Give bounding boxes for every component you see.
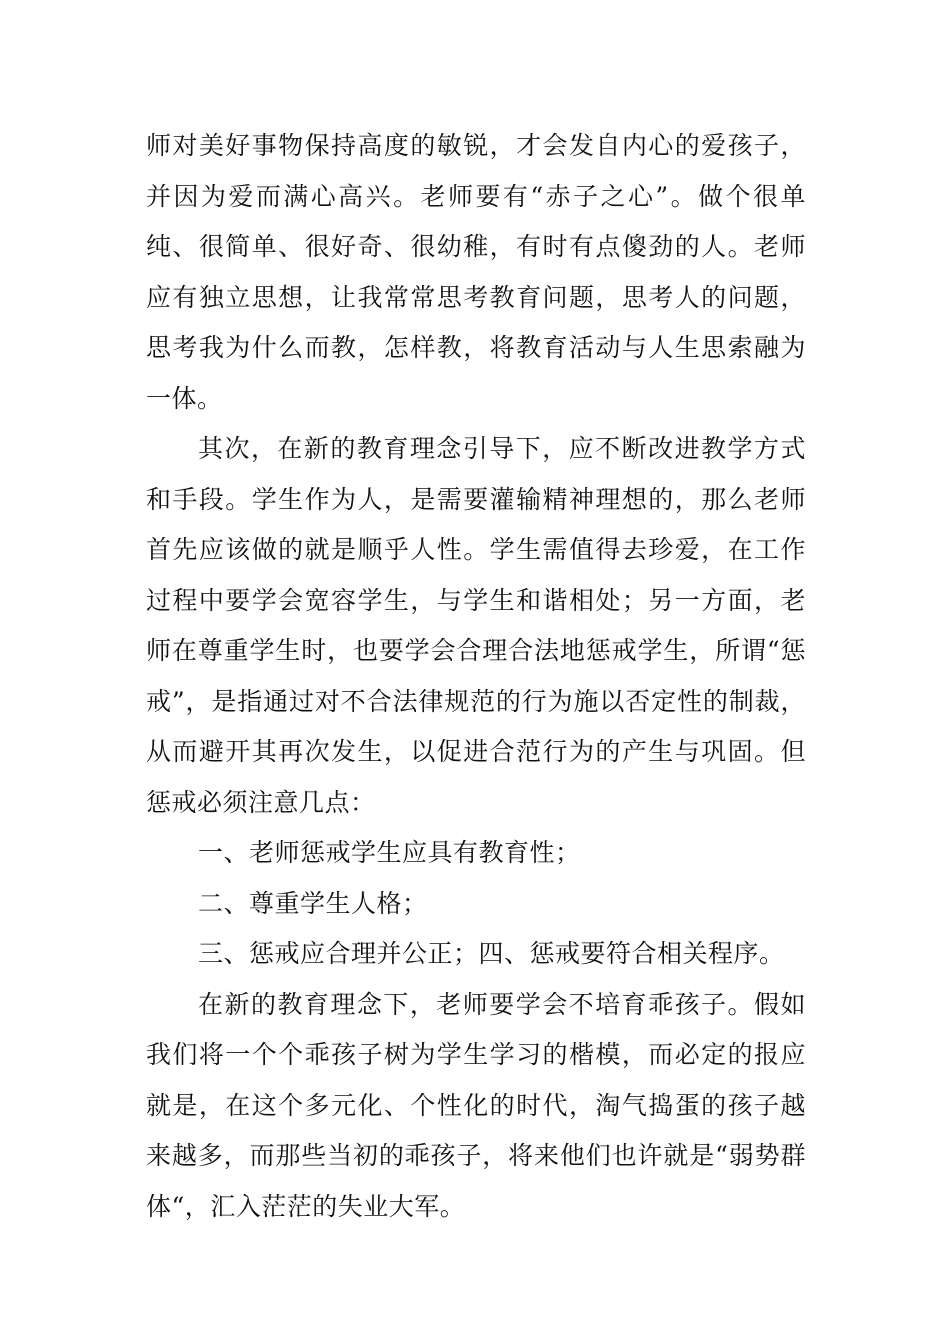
paragraph-second-point: 其次，在新的教育理念引导下，应不断改进教学方式和手段。学生作为人，是需要灌输精神理想的，那么老师首先应该做的就是顺乎人性。学生需值得去珍爱，在工作过程中要学会宽容学生，与学生和谐相处；另一方面，老师在尊重学生时，也要学会合理合法地惩戒学生，所谓“惩戒”，是指通过对不合法律规范的行为施以否定性的制裁，从而避开其再次发生，以促进合范行为的产生与巩固。但惩戒必须注意几点： <box>146 434 806 817</box>
paragraph-good-children: 在新的教育理念下，老师要学会不培育乖孩子。假如我们将一个个乖孩子树为学生学习的楷模，而必定的报应就是，在这个多元化、个性化的时代，淘气捣蛋的孩子越来越多，而那些当初的乖孩子，将来他们也许就是“弱势群体“，汇入茫茫的失业大军。 <box>146 989 806 1221</box>
list-item-punishment-1: 一、老师惩戒学生应具有教育性； <box>198 838 581 867</box>
paragraph-continuation: 师对美好事物保持高度的敏锐，才会发自内心的爱孩子，并因为爱而满心高兴。老师要有“赤子之心”。做个很单纯、很简单、很好奇、很幼稚，有时有点傻劲的人。老师应有独立思想，让我常常思考教育问题，思考人的问题，思考我为什么而教，怎样教，将教育活动与人生思索融为一体。 <box>146 131 806 413</box>
list-item-punishment-3-4: 三、惩戒应合理并公正；四、惩戒要符合相关程序。 <box>198 939 785 968</box>
document-body <box>146 121 806 1232</box>
list-item-punishment-2: 二、尊重学生人格； <box>198 888 428 918</box>
